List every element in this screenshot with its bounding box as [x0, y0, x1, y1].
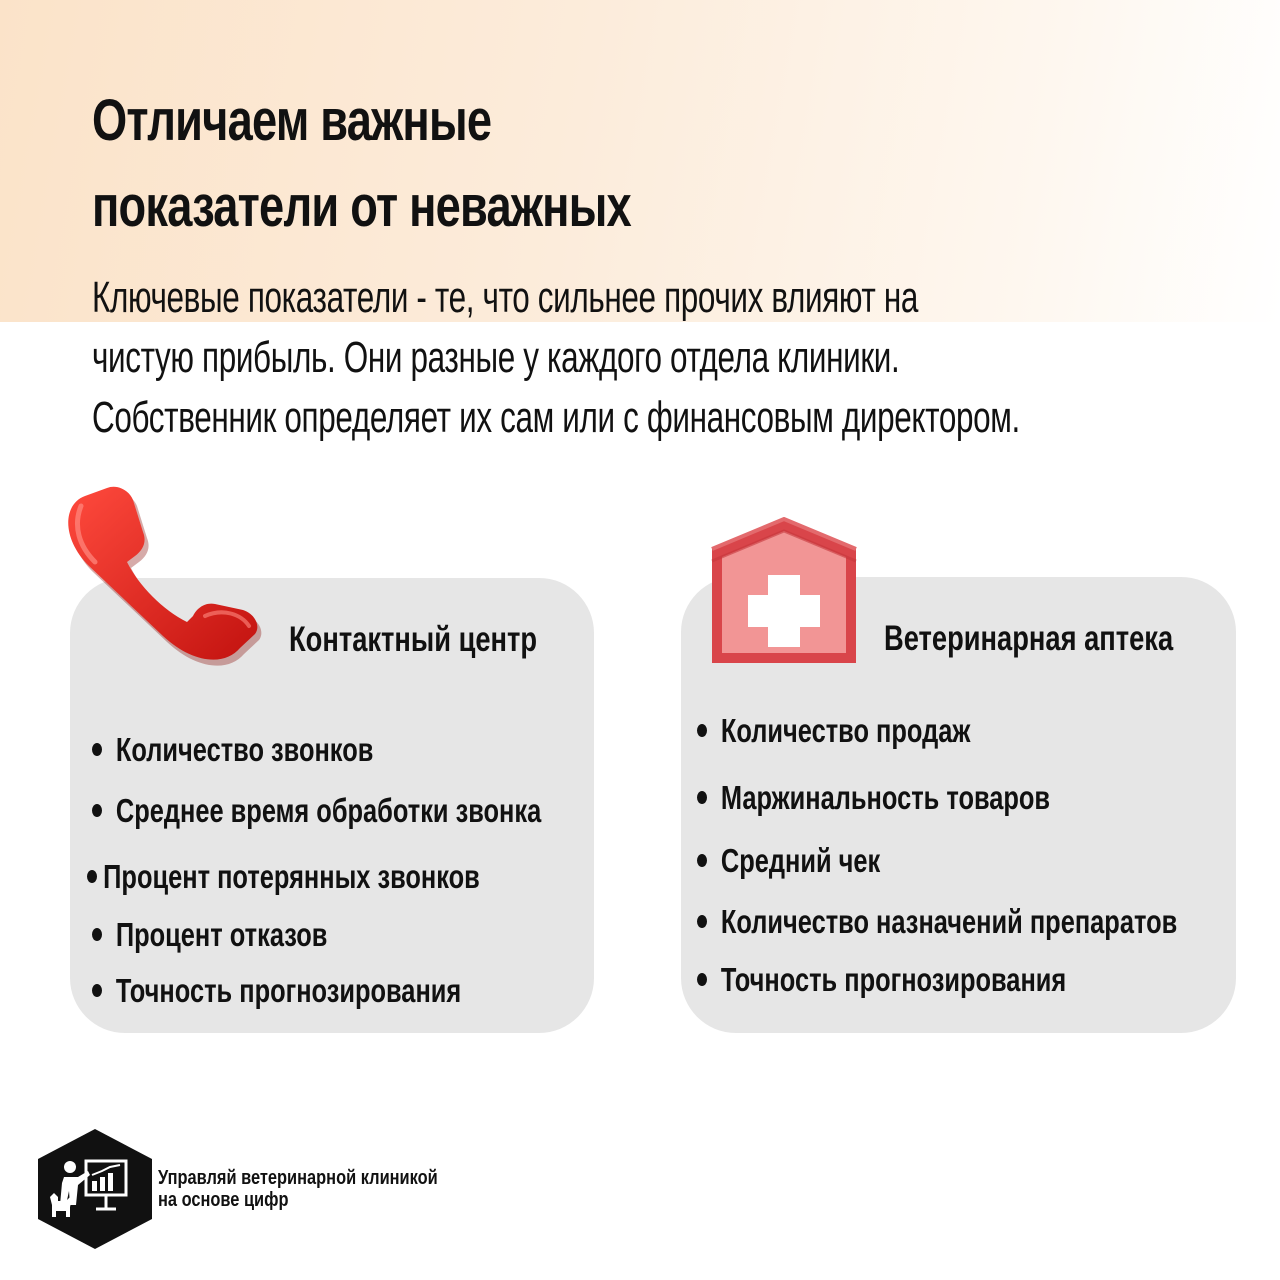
page-title	[92, 78, 872, 250]
pharmacy-cross-icon	[708, 517, 860, 667]
contact-center-title: Контактный центр	[289, 620, 538, 659]
list-item: Средний чек	[697, 841, 880, 881]
title-line-1: Отличаем важные	[92, 88, 492, 153]
bullet-icon	[92, 928, 102, 941]
bullet-icon	[697, 724, 707, 737]
phone-handset-icon	[55, 476, 265, 676]
brand-line-2: на основе цифр	[158, 1189, 289, 1211]
bullet-icon	[92, 984, 102, 997]
brand-line-1: Управляй ветеринарной клиникой	[158, 1167, 438, 1189]
pharmacy-title: Ветеринарная аптека	[884, 619, 1174, 658]
list-item: Точность прогнозирования	[697, 960, 1066, 1000]
list-item: Количество назначений препаратов	[697, 902, 1177, 942]
list-item: Количество звонков	[92, 730, 373, 770]
list-item: Маржинальность товаров	[697, 778, 1050, 818]
lead-line-3: Собственник определяет их сам или с финансовым директором.	[92, 393, 1020, 442]
presenter-with-dog-chart-icon	[36, 1127, 154, 1251]
list-item: Процент отказов	[92, 915, 327, 955]
bullet-icon	[92, 743, 102, 756]
bullet-icon	[87, 870, 97, 883]
bullet-icon	[697, 791, 707, 804]
lead-paragraph	[92, 268, 1236, 448]
list-item: Среднее время обработки звонка	[92, 791, 541, 831]
lead-line-2: чистую прибыль. Они разные у каждого отдела клиники.	[92, 333, 900, 382]
list-item: Процент потерянных звонков	[87, 857, 480, 897]
bullet-icon	[697, 915, 707, 928]
list-item: Точность прогнозирования	[92, 971, 461, 1011]
bullet-icon	[92, 804, 102, 817]
brand-caption	[158, 1167, 438, 1211]
bullet-icon	[697, 973, 707, 986]
title-line-2: показатели от неважных	[92, 174, 631, 239]
lead-line-1: Ключевые показатели - те, что сильнее прочих влияют на	[92, 273, 919, 322]
list-item: Количество продаж	[697, 711, 970, 751]
bullet-icon	[697, 854, 707, 867]
